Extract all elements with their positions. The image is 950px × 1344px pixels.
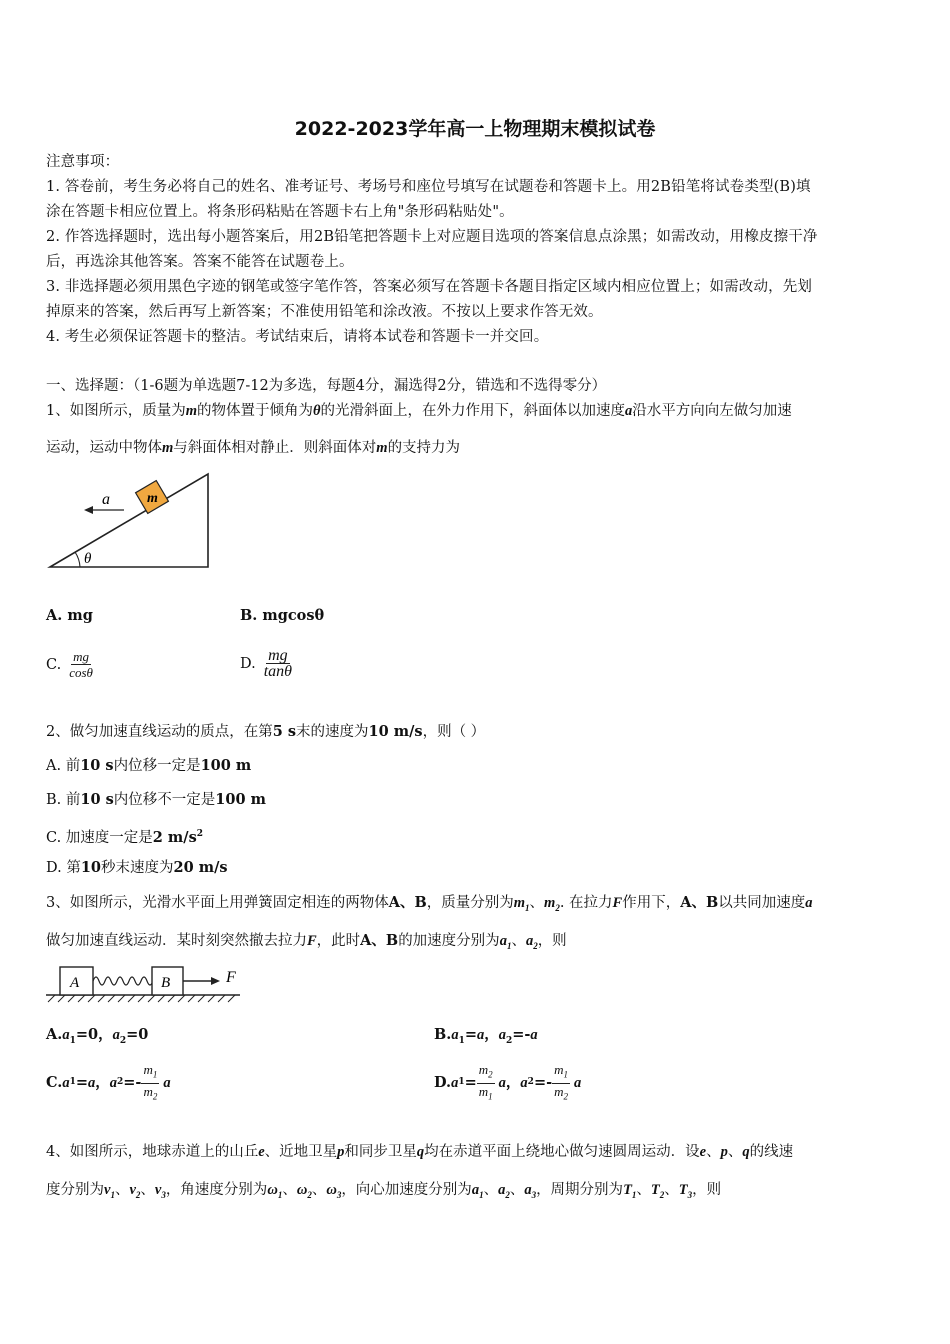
notice-line-5: 3. 非选择题必须用黑色字迹的钢笔或签字笔作答，答案必须写在答题卡各题目指定区域内相应位置上；如需改动，先划 <box>46 279 813 295</box>
option-d-fraction-1 <box>477 1062 495 1104</box>
force-arrow-head <box>211 977 220 985</box>
q2-value: 100 m <box>215 791 266 808</box>
q3-text: =0 <box>126 1026 149 1043</box>
q4-text: 均在赤道平面上绕地心做匀速圆周运动．设 <box>424 1144 700 1160</box>
q3-text: 的加速度分别为 <box>398 933 500 949</box>
q3-text: ，则 <box>537 933 567 949</box>
q4-var: a <box>498 1182 506 1198</box>
q4-text: 、 <box>664 1182 679 1198</box>
q3-var: a <box>498 1075 506 1091</box>
q3-subscript: 2 <box>527 1077 534 1087</box>
q3-var: a <box>451 1027 459 1043</box>
q4-subscript: 2 <box>135 1189 141 1200</box>
q2-text: 末的速度为 <box>296 724 369 740</box>
q4-text: ，周期分别为 <box>536 1182 624 1198</box>
q3-text: =0， <box>75 1026 113 1043</box>
exam-title: 2022-2023学年高一上物理期末模拟试卷 <box>294 118 656 140</box>
q4-text: 、 <box>509 1182 525 1198</box>
q3-text: 作用下， <box>622 895 681 911</box>
q2-stem <box>46 722 485 742</box>
notice-line-6: 掉原来的答案，然后再写上新答案；不准使用铅笔和涂改液。不按以上要求作答无效。 <box>46 304 603 320</box>
q3-subscript: 1 <box>458 1077 465 1087</box>
q3-var: m <box>143 1083 153 1099</box>
notice-line-7: 4. 考生必须保证答题卡的整洁。考试结束后，请将本试卷和答题卡一并交回。 <box>46 329 549 345</box>
q4-var: T <box>678 1182 688 1198</box>
q1-text: 运动，运动中物体 <box>46 440 162 456</box>
fraction-numerator: mg <box>73 649 89 664</box>
q2-value: 2 m/s <box>152 828 197 846</box>
q4-subscript: 1 <box>277 1189 283 1200</box>
fraction-denominator <box>141 1084 159 1105</box>
spring-figure <box>44 962 244 1004</box>
q1-text: 的支持力为 <box>387 440 461 456</box>
q4-var: e <box>699 1144 707 1160</box>
q3-var: a <box>498 1027 506 1043</box>
q3-stem-line-2 <box>46 931 567 956</box>
q2-value: 100 m <box>200 757 252 774</box>
q4-var: e <box>258 1144 265 1160</box>
q3-var: m <box>544 895 556 911</box>
q1-option-c <box>46 645 95 685</box>
q1-option-b: B. mgcosθ <box>240 607 325 624</box>
q4-text: ，角速度分别为 <box>165 1182 268 1198</box>
q3-opt-label: D. <box>434 1074 452 1091</box>
incline-triangle <box>50 474 208 567</box>
q3-text: =- <box>512 1026 531 1043</box>
q4-text: ，向心加速度分别为 <box>341 1182 472 1198</box>
q4-text: 、 <box>282 1182 297 1198</box>
q3-option-c <box>46 1060 171 1106</box>
q4-var: q <box>416 1144 425 1160</box>
q4-text: ，则 <box>692 1182 722 1198</box>
q3-text: 、 <box>529 895 545 911</box>
q4-text: 、 <box>727 1144 743 1160</box>
q4-var: ω <box>267 1182 278 1198</box>
q4-var: v <box>154 1182 162 1198</box>
block-b-label: B <box>161 975 171 991</box>
q3-text: = <box>464 1026 477 1043</box>
q3-subscript: 1 <box>525 902 530 913</box>
q1-stem-line-1 <box>46 401 792 421</box>
q4-var: a <box>471 1182 480 1198</box>
q4-subscript: 3 <box>336 1189 342 1200</box>
q1-var-m: m <box>376 440 388 456</box>
q3-var: a <box>88 1075 96 1091</box>
q4-text: 的线速 <box>749 1144 794 1160</box>
q3-subscript: 2 <box>533 940 538 951</box>
q2-value: 10 s <box>80 757 114 774</box>
q2-text: D. 第 <box>46 860 81 876</box>
q4-text: 、近地卫星 <box>264 1144 338 1160</box>
q2-text: 秒末速度为 <box>101 860 174 876</box>
section-heading: 一、选择题：（1-6题为单选题7-12为多选，每题4分，漏选得2分，错选和不选得零分） <box>46 378 607 394</box>
q3-var: a <box>112 1027 120 1043</box>
q1-option-a: A. mg <box>46 607 93 624</box>
q3-var: a <box>805 895 813 911</box>
q4-var: p <box>337 1144 345 1160</box>
q3-subscript: 2 <box>555 902 560 913</box>
q4-var: a <box>524 1182 532 1198</box>
q3-var: a <box>109 1075 118 1091</box>
q3-subscript: 1 <box>488 1091 493 1102</box>
q3-text: 3、如图所示，光滑水平面上用弹簧固定相连的两物体 <box>46 895 389 911</box>
q4-subscript: 2 <box>659 1189 665 1200</box>
fraction-numerator <box>141 1062 159 1084</box>
q4-subscript: 2 <box>505 1189 510 1200</box>
q3-var: a <box>525 933 534 949</box>
q2-text: ，则（ ） <box>422 724 486 740</box>
q4-text: 、 <box>636 1182 651 1198</box>
fraction-denominator: tanθ <box>263 663 293 680</box>
q3-subscript: 1 <box>152 1069 158 1080</box>
q3-var: a <box>476 1027 485 1043</box>
q3-var: a <box>62 1027 70 1043</box>
fraction-denominator: cosθ <box>69 665 93 680</box>
ground-hatching <box>48 995 235 1002</box>
q1-var-a: a <box>625 403 633 419</box>
q4-text: 4、如图所示，地球赤道上的山丘 <box>46 1144 259 1160</box>
q3-text: =- <box>533 1074 553 1091</box>
q1-var-m: m <box>162 440 174 456</box>
q4-var: v <box>104 1182 111 1198</box>
block-m <box>136 481 169 514</box>
angle-arc <box>75 552 80 567</box>
q3-var: m <box>554 1061 564 1077</box>
q4-subscript: 3 <box>531 1189 537 1200</box>
q3-text: ，此时 <box>316 933 361 949</box>
q3-subscript: 2 <box>117 1077 124 1087</box>
q2-value: 20 m/s <box>173 859 228 876</box>
q3-subscript: 1 <box>69 1077 76 1087</box>
q3-var: A、B <box>680 894 719 911</box>
q3-stem-line-1 <box>46 893 812 918</box>
q2-value: 10 m/s <box>368 723 423 740</box>
fraction-denominator <box>552 1084 570 1105</box>
q3-subscript: 2 <box>563 1091 568 1102</box>
q3-text: = <box>75 1074 89 1091</box>
fraction-numerator <box>477 1062 495 1084</box>
q4-var: T <box>650 1182 660 1198</box>
q2-option-b <box>46 790 266 810</box>
q4-subscript: 1 <box>479 1189 484 1200</box>
q2-option-d <box>46 858 228 878</box>
option-d-fraction-2 <box>552 1062 570 1104</box>
q3-option-a <box>46 1025 148 1051</box>
block-label: m <box>147 491 158 506</box>
q1-stem-line-2 <box>46 438 460 458</box>
q3-var: a <box>163 1075 171 1091</box>
q3-text: 、 <box>511 933 526 949</box>
q3-var: m <box>478 1083 489 1099</box>
q4-subscript: 3 <box>687 1189 693 1200</box>
q4-text: 、 <box>483 1182 499 1198</box>
option-c-fraction <box>67 649 95 681</box>
q1-text: 的物体置于倾角为 <box>197 403 314 419</box>
notice-heading: 注意事项： <box>46 154 120 170</box>
q3-text: =- <box>123 1074 142 1091</box>
q3-subscript: 1 <box>563 1069 568 1080</box>
q3-text: . 在拉力 <box>559 895 613 911</box>
q1-var-theta: θ <box>313 403 321 419</box>
q3-text: 做匀加速直线运动．某时刻突然撤去拉力 <box>46 933 307 949</box>
q2-option-a <box>46 756 251 776</box>
q4-text: 、 <box>706 1144 721 1160</box>
q2-option-c <box>46 824 203 848</box>
q3-text: ， <box>95 1074 110 1091</box>
notice-line-1: 1. 答卷前，考生务必将自己的姓名、准考证号、考场号和座位号填写在试题卷和答题卡上。用2B铅笔将试卷类型(B)填 <box>46 179 811 195</box>
q3-var: m <box>143 1061 153 1077</box>
q3-var: m <box>554 1083 564 1099</box>
q4-var: v <box>129 1182 136 1198</box>
q3-option-b <box>434 1025 538 1051</box>
q3-var: A、B <box>360 932 399 949</box>
q4-text: 、 <box>311 1182 327 1198</box>
q1-text: 沿水平方向向左做匀加速 <box>632 403 792 419</box>
q3-subscript: 2 <box>505 1035 513 1046</box>
q3-subscript: 2 <box>119 1035 127 1046</box>
q3-opt-label: C. <box>46 1074 63 1091</box>
q3-var: a <box>574 1075 582 1091</box>
q4-var: ω <box>296 1182 308 1198</box>
spring-coil <box>93 977 153 985</box>
q4-text: 度分别为 <box>46 1182 104 1198</box>
fraction-denominator <box>477 1084 495 1105</box>
q4-stem-line-1 <box>46 1142 793 1162</box>
force-label: F <box>226 969 236 986</box>
q2-text: 内位移不一定是 <box>113 792 216 808</box>
q4-var: T <box>623 1182 632 1198</box>
notice-line-2: 涂在答题卡相应位置上。将条形码粘贴在答题卡右上角"条形码粘贴处"。 <box>46 204 514 220</box>
q4-subscript: 1 <box>110 1189 115 1200</box>
q4-text: 、 <box>114 1182 130 1198</box>
q3-subscript: 1 <box>458 1035 465 1046</box>
q1-text: 与斜面体相对静止．则斜面体对 <box>173 440 377 456</box>
q2-value: 5 s <box>272 723 297 740</box>
q2-text: 内位移一定是 <box>113 758 201 774</box>
q3-subscript: 1 <box>69 1035 76 1046</box>
q3-text: ， <box>484 1026 499 1043</box>
q2-value: 10 s <box>80 791 114 808</box>
q1-text: 1、如图所示，质量为 <box>46 403 186 419</box>
q4-subscript: 2 <box>307 1189 312 1200</box>
q3-var: A、B <box>388 894 427 911</box>
q4-subscript: 3 <box>161 1189 166 1200</box>
q2-text: B. 前 <box>46 792 81 808</box>
q3-opt-label: B. <box>434 1026 452 1043</box>
accel-label: a <box>102 491 110 508</box>
q3-opt-label: A. <box>46 1026 63 1043</box>
q3-subscript: 2 <box>152 1091 158 1102</box>
q3-text: 以共同加速度 <box>718 895 806 911</box>
q2-superscript: 2 <box>196 829 204 839</box>
q4-var: q <box>742 1144 750 1160</box>
notice-line-3: 2. 作答选择题时，选出每小题答案后，用2B铅笔把答题卡上对应题目选项的答案信息点涂黑；如需改动，用橡皮擦干净 <box>46 229 818 245</box>
q3-text: ， <box>505 1074 521 1091</box>
fraction-numerator <box>552 1062 570 1084</box>
q3-var: a <box>520 1075 528 1091</box>
notice-line-4: 后，再选涂其他答案。答案不能答在试题卷上。 <box>46 254 354 270</box>
q2-text: 2、做匀加速直线运动的质点，在第 <box>46 724 273 740</box>
q4-text: 和同步卫星 <box>344 1144 417 1160</box>
q3-var: a <box>499 933 507 949</box>
q3-var: a <box>62 1075 70 1091</box>
q1-text: 的光滑斜面上，在外力作用下，斜面体以加速度 <box>320 403 626 419</box>
q4-text: 、 <box>140 1182 155 1198</box>
q3-subscript: 1 <box>506 940 512 951</box>
block-a-label: A <box>70 975 80 991</box>
q3-option-d <box>434 1060 581 1106</box>
theta-label: θ <box>84 551 92 567</box>
q4-subscript: 1 <box>631 1189 637 1200</box>
q3-subscript: 2 <box>488 1069 493 1080</box>
q3-var: a <box>530 1027 538 1043</box>
q3-var: F <box>307 933 317 949</box>
q4-stem-line-2 <box>46 1180 721 1205</box>
q1-var-m: m <box>185 403 198 419</box>
q2-text: A. 前 <box>46 758 81 774</box>
q3-var: a <box>451 1075 459 1091</box>
q4-var: ω <box>326 1182 337 1198</box>
q2-text: C. 加速度一定是 <box>46 829 153 846</box>
fraction-numerator: mg <box>268 647 288 664</box>
option-d-fraction <box>262 648 294 680</box>
q1-option-d <box>240 642 294 686</box>
option-d-label: D. <box>240 656 256 672</box>
q3-text: = <box>464 1074 477 1091</box>
option-c-fraction <box>141 1062 159 1104</box>
incline-figure <box>44 470 214 572</box>
q3-var: m <box>513 895 526 911</box>
q3-var: F <box>612 895 623 911</box>
accel-arrow-head <box>84 506 93 514</box>
q3-text: ，质量分别为 <box>426 895 514 911</box>
q3-var: m <box>478 1061 489 1077</box>
q4-var: p <box>720 1144 728 1160</box>
q2-value: 10 <box>80 859 102 876</box>
option-c-label: C. <box>46 657 62 673</box>
